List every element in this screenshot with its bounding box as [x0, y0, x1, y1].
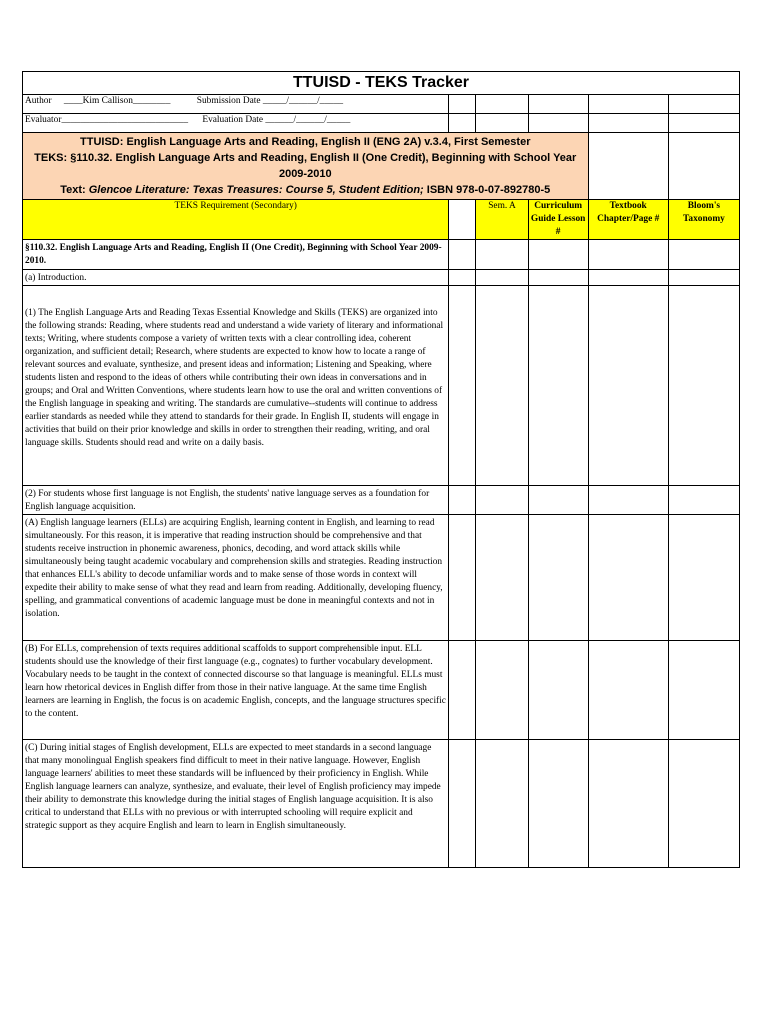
author-textbook-cell[interactable]	[588, 95, 668, 114]
paragraph-1: (1) The English Language Arts and Reading Texas Essential Knowledge and Skills (TEKS) are organized into the following strands: Reading, where students read and understand a wide variety of literary and informational texts; Writing, where students compose a variety of written texts with a clear controlling idea, coherent organization, and sufficient detail; Research, where students are expected to know how to locate a range of relevant sources and evaluate, synthesize, and present ideas and information; Listening and Speaking, where students listen and respond to the ideas of others while contributing their own ideas in conversations and in groups; and Oral and Written Conventions, where students learn how to use the oral and written conventions of the English language in speaking and writing. The standards are cumulative--students will continue to address earlier standards as needed while they attend to standards for their grade. In English II, students will engage in activities that build on their prior knowledge and skills in order to strengthen their reading, writing, and oral language skills. Students should read and write on a daily basis.	[23, 286, 449, 486]
evaluator-guide-cell[interactable]	[476, 114, 529, 133]
cell-blooms[interactable]	[668, 240, 739, 270]
banner-text-prefix: Text:	[60, 184, 89, 196]
table-row	[23, 486, 740, 515]
cell-sem[interactable]	[476, 286, 529, 486]
cell-textbook[interactable]	[588, 515, 668, 641]
cell-blooms[interactable]	[668, 641, 739, 740]
banner-blank-2	[668, 133, 739, 200]
evaluator-blooms-cell[interactable]	[668, 114, 739, 133]
cell-sem[interactable]	[476, 486, 529, 515]
cell-textbook[interactable]	[588, 486, 668, 515]
cell-blooms[interactable]	[668, 270, 739, 286]
evaluator-cell[interactable]	[23, 114, 449, 133]
banner-isbn: ISBN 978-0-07-892780-5	[423, 184, 551, 196]
banner-textbook-title: Glencoe Literature: Texas Treasures: Course 5, Student Edition;	[88, 184, 424, 196]
cell-blooms[interactable]	[668, 740, 739, 868]
table-row	[23, 641, 740, 740]
cell-blooms[interactable]	[668, 515, 739, 641]
paragraph-b: (B) For ELLs, comprehension of texts requires additional scaffolds to support comprehensible input. ELL students should use the knowledge of their first language (e.g., cognates) to further vocabulary development. Vocabulary needs to be taught in the context of connected discourse so that language is meaningful. ELLs must learn how rhetorical devices in English differ from those in their native language. At the same time English learners are learning in English, the focus is on academic English, concepts, and the language structures specific to the content.	[23, 641, 449, 740]
paragraph-2: (2) For students whose first language is not English, the students' native language serves as a foundation for English language acquisition.	[23, 486, 449, 515]
author-blank-cell[interactable]	[528, 95, 588, 114]
cell-guide[interactable]	[528, 486, 588, 515]
cell-guide[interactable]	[528, 740, 588, 868]
cell-blank[interactable]	[449, 515, 476, 641]
section-heading: §110.32. English Language Arts and Reading, English II (One Credit), Beginning with School Year 2009-2010.	[23, 240, 449, 270]
cell-sem[interactable]	[476, 240, 529, 270]
cell-guide[interactable]	[528, 240, 588, 270]
submission-date-label: Submission Date _____/______/_____	[196, 96, 344, 106]
evaluator-sem-cell[interactable]	[449, 114, 476, 133]
cell-blooms[interactable]	[668, 286, 739, 486]
author-sem-cell[interactable]	[449, 95, 476, 114]
header-row	[23, 200, 740, 240]
evaluator-row	[23, 114, 740, 133]
banner-row	[23, 133, 740, 200]
evaluator-blank-cell[interactable]	[528, 114, 588, 133]
title-row	[23, 72, 740, 95]
table-row	[23, 740, 740, 868]
table-row	[23, 286, 740, 486]
col-header-blooms: Bloom's Taxonomy	[668, 200, 739, 240]
evaluator-textbook-cell[interactable]	[588, 114, 668, 133]
author-value: ____Kim Callison________	[63, 96, 171, 106]
col-header-textbook: Textbook Chapter/Page #	[588, 200, 668, 240]
cell-guide[interactable]	[528, 641, 588, 740]
cell-guide[interactable]	[528, 286, 588, 486]
cell-textbook[interactable]	[588, 240, 668, 270]
cell-blooms[interactable]	[668, 486, 739, 515]
intro-text: (a) Introduction.	[23, 270, 449, 286]
cell-textbook[interactable]	[588, 740, 668, 868]
col-header-guide: Curriculum Guide Lesson #	[528, 200, 588, 240]
author-blooms-cell[interactable]	[668, 95, 739, 114]
banner-line2: TEKS: §110.32. English Language Arts and Reading, English II (One Credit), Beginning with School Year 2009-2010	[34, 152, 577, 180]
cell-blank[interactable]	[449, 641, 476, 740]
banner-line3	[27, 182, 584, 198]
col-header-blank	[449, 200, 476, 240]
teks-tracker-table	[22, 71, 740, 868]
banner-line1: TTUISD: English Language Arts and Reading, English II (ENG 2A) v.3.4, First Semester	[80, 136, 531, 148]
evaluator-label: Evaluator___________________________	[25, 115, 189, 125]
table-row	[23, 270, 740, 286]
cell-blank[interactable]	[449, 486, 476, 515]
cell-blank[interactable]	[449, 270, 476, 286]
cell-textbook[interactable]	[588, 641, 668, 740]
cell-guide[interactable]	[528, 270, 588, 286]
cell-sem[interactable]	[476, 641, 529, 740]
cell-blank[interactable]	[449, 286, 476, 486]
table-row	[23, 240, 740, 270]
cell-blank[interactable]	[449, 240, 476, 270]
author-row	[23, 95, 740, 114]
author-guide-cell[interactable]	[476, 95, 529, 114]
author-cell[interactable]	[23, 95, 449, 114]
banner-blank-1	[588, 133, 668, 200]
author-label: Author	[25, 96, 52, 106]
cell-sem[interactable]	[476, 270, 529, 286]
cell-blank[interactable]	[449, 740, 476, 868]
col-header-requirement: TEKS Requirement (Secondary)	[23, 200, 449, 240]
course-banner	[23, 133, 589, 200]
table-row	[23, 515, 740, 641]
paragraph-a: (A) English language learners (ELLs) are acquiring English, learning content in English, and learning to read simultaneously. For this reason, it is imperative that reading instruction should be comprehensive and that students receive instruction in phonemic awareness, phonics, decoding, and word attack skills while simultaneously being taught academic vocabulary and comprehension skills and strategies. Reading instruction that enhances ELL's ability to decode unfamiliar words and to make sense of those words in context will expedite their ability to make sense of what they read and learn from reading. Additionally, developing fluency, spelling, and grammatical conventions of academic language must be done in meaningful contexts and not in isolation.	[23, 515, 449, 641]
paragraph-c: (C) During initial stages of English development, ELLs are expected to meet standards in a second language that many monolingual English speakers find difficult to meet in their native language. However, English language learners' abilities to meet these standards will be influenced by their proficiency in English. While English language learners can analyze, synthesize, and evaluate, their level of English proficiency may impede their ability to demonstrate this knowledge during the initial stages of English language acquisition. It is also critical to understand that ELLs with no previous or with interrupted schooling will require explicit and strategic support as they acquire English and learn to learn in English simultaneously.	[23, 740, 449, 868]
cell-sem[interactable]	[476, 515, 529, 641]
col-header-sem: Sem. A	[476, 200, 529, 240]
cell-guide[interactable]	[528, 515, 588, 641]
cell-textbook[interactable]	[588, 286, 668, 486]
page-title: TTUISD - TEKS Tracker	[23, 72, 740, 95]
cell-sem[interactable]	[476, 740, 529, 868]
cell-textbook[interactable]	[588, 270, 668, 286]
evaluation-date-label: Evaluation Date ______/______/_____	[202, 115, 351, 125]
